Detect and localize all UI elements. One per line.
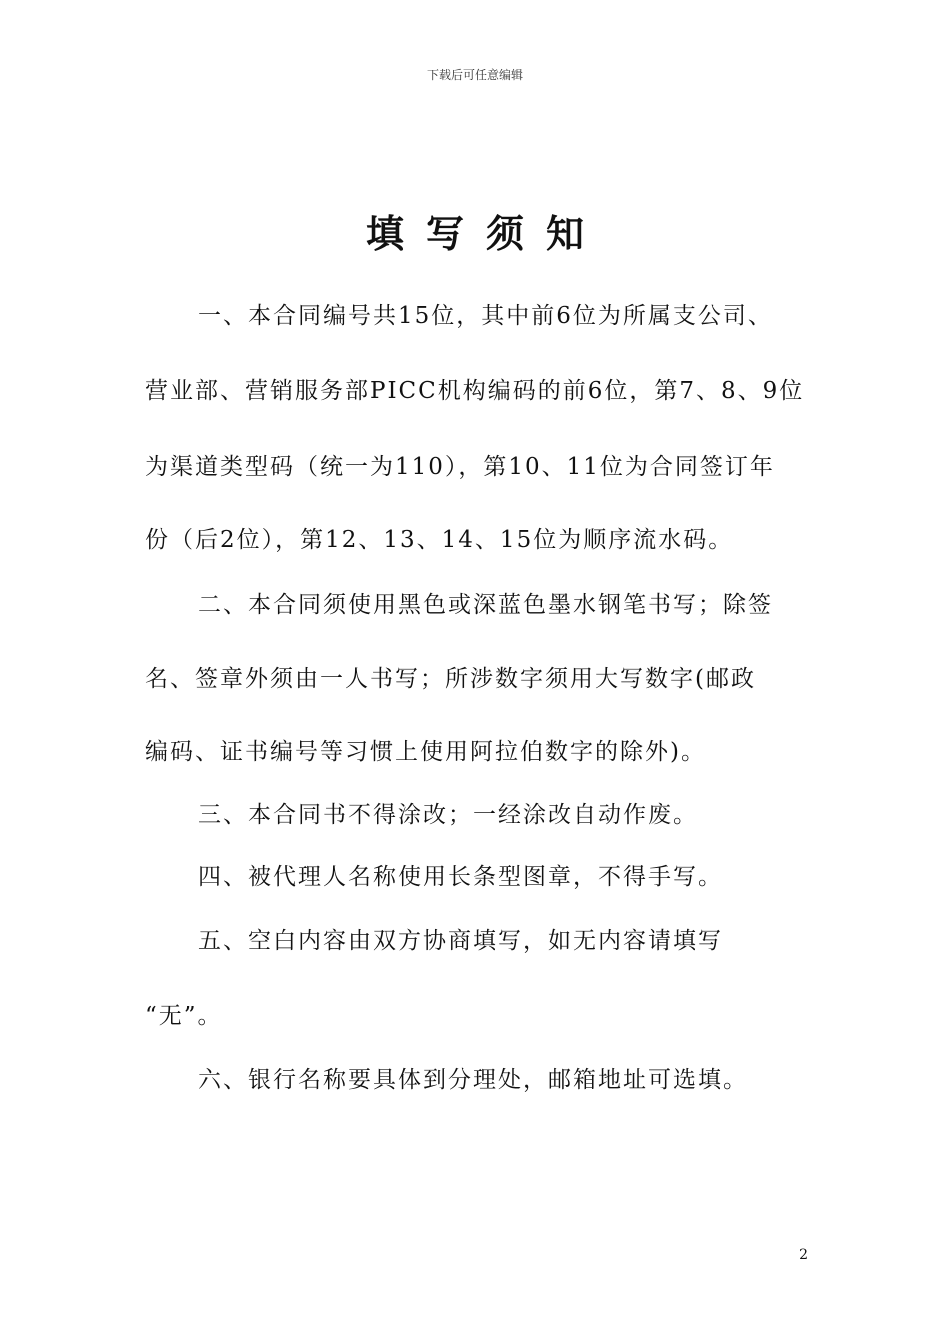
paragraph-2-line-3: 编码、证书编号等习惯上使用阿拉伯数字的除外)。 xyxy=(145,739,706,765)
paragraph-1-line-3: 为渠道类型码（统一为110），第10、11位为合同签订年 xyxy=(145,454,775,480)
paragraph-6: 六、银行名称要具体到分理处，邮箱地址可选填。 xyxy=(198,1067,748,1093)
paragraph-2-line-1: 二、本合同须使用黑色或深蓝色墨水钢笔书写；除签 xyxy=(198,592,773,618)
paragraph-3: 三、本合同书不得涂改；一经涂改自动作废。 xyxy=(198,802,698,828)
paragraph-1-line-4: 份（后2位），第12、13、14、15位为顺序流水码。 xyxy=(145,527,734,553)
paragraph-4: 四、被代理人名称使用长条型图章，不得手写。 xyxy=(198,864,723,890)
page-title: 填写须知 xyxy=(365,212,606,256)
paragraph-5-line-1: 五、空白内容由双方协商填写，如无内容请填写 xyxy=(198,928,723,954)
paragraph-5-line-2: “无”。 xyxy=(145,1003,223,1029)
paragraph-2-line-2: 名、签章外须由一人书写；所涉数字须用大写数字(邮政 xyxy=(145,666,756,692)
paragraph-1-line-2: 营业部、营销服务部PICC机构编码的前6位，第7、8、9位 xyxy=(145,378,805,404)
paragraph-1-line-1: 一、本合同编号共15位，其中前6位为所属支公司、 xyxy=(198,303,773,329)
page-number: 2 xyxy=(799,1247,808,1263)
header-note: 下载后可任意编辑 xyxy=(426,68,523,82)
